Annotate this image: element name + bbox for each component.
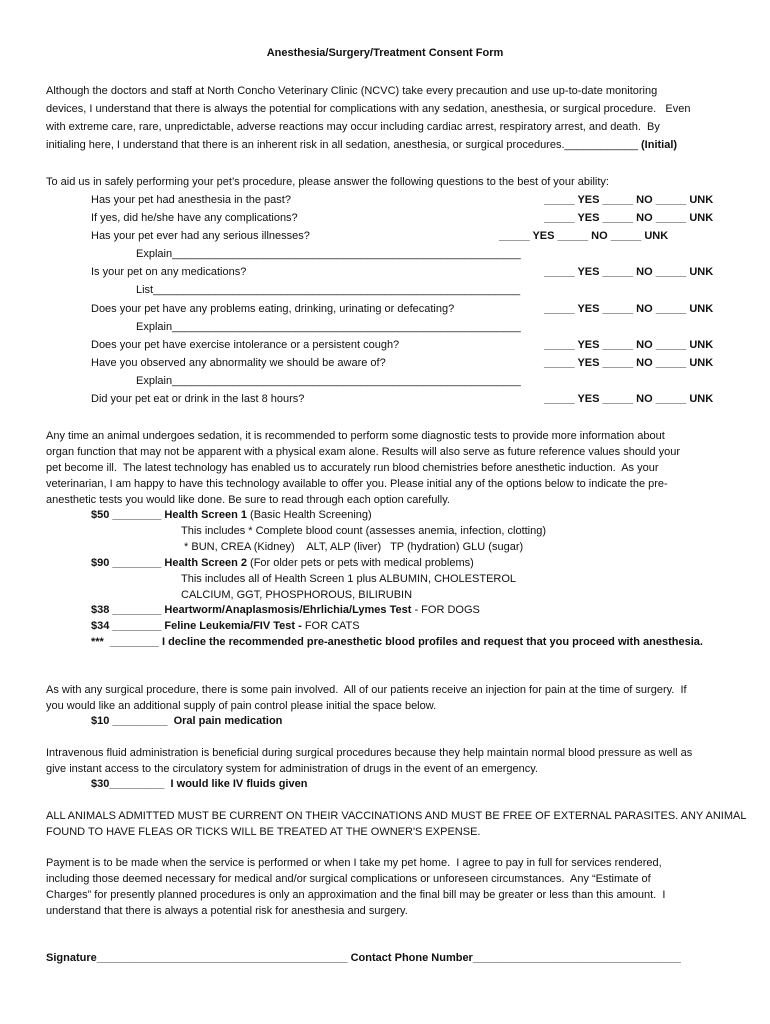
explain-abnormality-field[interactable]: Explain_________________________________________________________ xyxy=(136,375,521,387)
feline-test-desc: FOR CATS xyxy=(301,620,360,632)
payment-line-3: Charges” for presently planned procedures is only an approximation and the final bill may be greater or less than this amount. I xyxy=(46,889,666,901)
question-exercise-intolerance: Does your pet have exercise intolerance or a persistent cough? xyxy=(91,339,400,351)
tests-line-1: Any time an animal undergoes sedation, it is recommended to perform some diagnostic tests to provide more information about xyxy=(46,430,665,442)
answer-serious-illness[interactable]: _____ YES _____ NO _____ UNK xyxy=(499,230,669,242)
iv-fluids-option[interactable]: $30_________ I would like IV fluids given xyxy=(91,778,308,790)
question-abnormality: Have you observed any abnormality we should be aware of? xyxy=(91,357,386,369)
health-screen-1-detail-1: This includes * Complete blood count (assesses anemia, infection, clotting) xyxy=(181,525,547,537)
heartworm-test-price[interactable]: $38 ________ xyxy=(91,604,162,616)
list-medications-field[interactable]: List____________________________________________________________ xyxy=(136,284,521,296)
health-screen-1-desc: (Basic Health Screening) xyxy=(246,509,372,521)
heartworm-test-name: Heartworm/Anaplasmosis/Ehrlichia/Lymes Test xyxy=(164,604,412,616)
heartworm-test-desc: - FOR DOGS xyxy=(411,604,480,616)
payment-line-4: understand that there is always a potential risk for anesthesia and surgery. xyxy=(46,905,408,917)
oral-pain-option[interactable]: $10 _________ Oral pain medication xyxy=(91,715,283,727)
answer-medications[interactable]: _____ YES _____ NO _____ UNK xyxy=(544,266,714,278)
tests-line-5: anesthetic tests you would like done. Be sure to read through each option carefully. xyxy=(46,494,450,506)
pain-line-1: As with any surgical procedure, there is some pain involved. All of our patients receive an injection for pain at the time of surgery. If xyxy=(46,684,687,696)
question-anesthesia-past: Has your pet had anesthesia in the past? xyxy=(91,194,291,206)
answer-exercise-intolerance[interactable]: _____ YES _____ NO _____ UNK xyxy=(544,339,714,351)
answer-anesthesia-past[interactable]: _____ YES _____ NO _____ UNK xyxy=(544,194,714,206)
tests-line-4: veterinarian, I am happy to have this technology available to offer you. Please initial any of the options below to indicate the pre- xyxy=(46,478,668,490)
tests-line-2: organ function that may not be apparent with a physical exam alone. Results will also serve as future reference values should your xyxy=(46,446,681,458)
health-screen-1-name: Health Screen 1 xyxy=(164,509,247,521)
question-medications: Is your pet on any medications? xyxy=(91,266,247,278)
payment-line-2: including those deemed necessary for medical and/or surgical complications or unforeseen circumstances. Any “Estimate of xyxy=(46,873,651,885)
intro-line-1: Although the doctors and staff at North Concho Veterinary Clinic (NCVC) take every precaution and use up-to-date monitoring xyxy=(46,85,658,97)
tests-line-3: pet become ill. The latest technology has enabled us to accurately run blood chemistries before anesthetic induction. As your xyxy=(46,462,659,474)
health-screen-2-price[interactable]: $90 ________ xyxy=(91,557,162,569)
intro-line-4 xyxy=(46,138,677,152)
vaccination-line-1: ALL ANIMALS ADMITTED MUST BE CURRENT ON THEIR VACCINATIONS AND MUST BE FREE OF EXTERNAL PARASITES. ANY ANIMAL xyxy=(46,810,747,822)
answer-eat-drink[interactable]: _____ YES _____ NO _____ UNK xyxy=(544,393,714,405)
answer-eating-problems[interactable]: _____ YES _____ NO _____ UNK xyxy=(544,303,714,315)
feline-test-price[interactable]: $34 ________ xyxy=(91,620,162,632)
fluids-line-1: Intravenous fluid administration is beneficial during surgical procedures because they help maintain normal blood pressure as well as xyxy=(46,747,693,759)
health-screen-2-name: Health Screen 2 xyxy=(164,557,247,569)
initial-label[interactable]: (Initial) xyxy=(641,139,678,151)
intro-line-2: devices, I understand that there is always the potential for complications with any sedation, anesthesia, or surgical procedure. Even xyxy=(46,103,691,115)
pain-line-2: you would like an additional supply of pain control please initial the space below. xyxy=(46,700,437,712)
payment-line-1: Payment is to be made when the service is performed or when I take my pet home. I agree to pay in full for services rendered, xyxy=(46,857,662,869)
question-eat-drink: Did your pet eat or drink in the last 8 hours? xyxy=(91,393,305,405)
health-screen-2-detail-1: This includes all of Health Screen 1 plus ALBUMIN, CHOLESTEROL xyxy=(181,573,517,585)
question-eating-problems: Does your pet have any problems eating, drinking, urinating or defecating? xyxy=(91,303,455,315)
heartworm-test-option[interactable] xyxy=(91,603,480,617)
health-screen-2-option[interactable] xyxy=(91,556,474,570)
decline-tests-text: I decline the recommended pre-anesthetic blood profiles and request that you proceed with anesthesia. xyxy=(161,636,703,648)
question-complications: If yes, did he/she have any complications? xyxy=(91,212,298,224)
intro-line-3: with extreme care, rare, unpredictable, adverse reactions may occur including cardiac arrest, respiratory arrest, and death. By xyxy=(46,121,660,133)
health-screen-1-price[interactable]: $50 ________ xyxy=(91,509,162,521)
decline-tests-option[interactable] xyxy=(91,635,703,649)
questions-lead: To aid us in safely performing your pet’s procedure, please answer the following questions to the best of your ability: xyxy=(46,176,609,188)
vaccination-line-2: FOUND TO HAVE FLEAS OR TICKS WILL BE TREATED AT THE OWNER'S EXPENSE. xyxy=(46,826,481,838)
question-serious-illness: Has your pet ever had any serious illnesses? xyxy=(91,230,310,242)
feline-test-option[interactable] xyxy=(91,619,360,633)
signature-phone-line[interactable]: Signature_________________________________________ Contact Phone Number__________________________________ xyxy=(46,952,681,964)
answer-abnormality[interactable]: _____ YES _____ NO _____ UNK xyxy=(544,357,714,369)
feline-test-name: Feline Leukemia/FIV Test - xyxy=(164,620,302,632)
health-screen-1-detail-2: * BUN, CREA (Kidney) ALT, ALP (liver) TP (hydration) GLU (sugar) xyxy=(181,541,524,553)
health-screen-2-desc: (For older pets or pets with medical problems) xyxy=(246,557,474,569)
form-title: Anesthesia/Surgery/Treatment Consent Form xyxy=(266,47,504,59)
health-screen-2-detail-2: CALCIUM, GGT, PHOSPHOROUS, BILIRUBIN xyxy=(181,589,413,601)
fluids-line-2: give instant access to the circulatory system for administration of drugs in the event of an emergency. xyxy=(46,763,538,775)
decline-tests-initial[interactable]: *** ________ xyxy=(91,636,159,648)
explain-eating-field[interactable]: Explain_________________________________________________________ xyxy=(136,321,521,333)
answer-complications[interactable]: _____ YES _____ NO _____ UNK xyxy=(544,212,714,224)
intro-line-4-text: initialing here, I understand that there is an inherent risk in all sedation, anesthesia, or surgical procedures.____________ xyxy=(46,139,638,151)
health-screen-1-option[interactable] xyxy=(91,508,372,522)
explain-illness-field[interactable]: Explain_________________________________________________________ xyxy=(136,248,521,260)
